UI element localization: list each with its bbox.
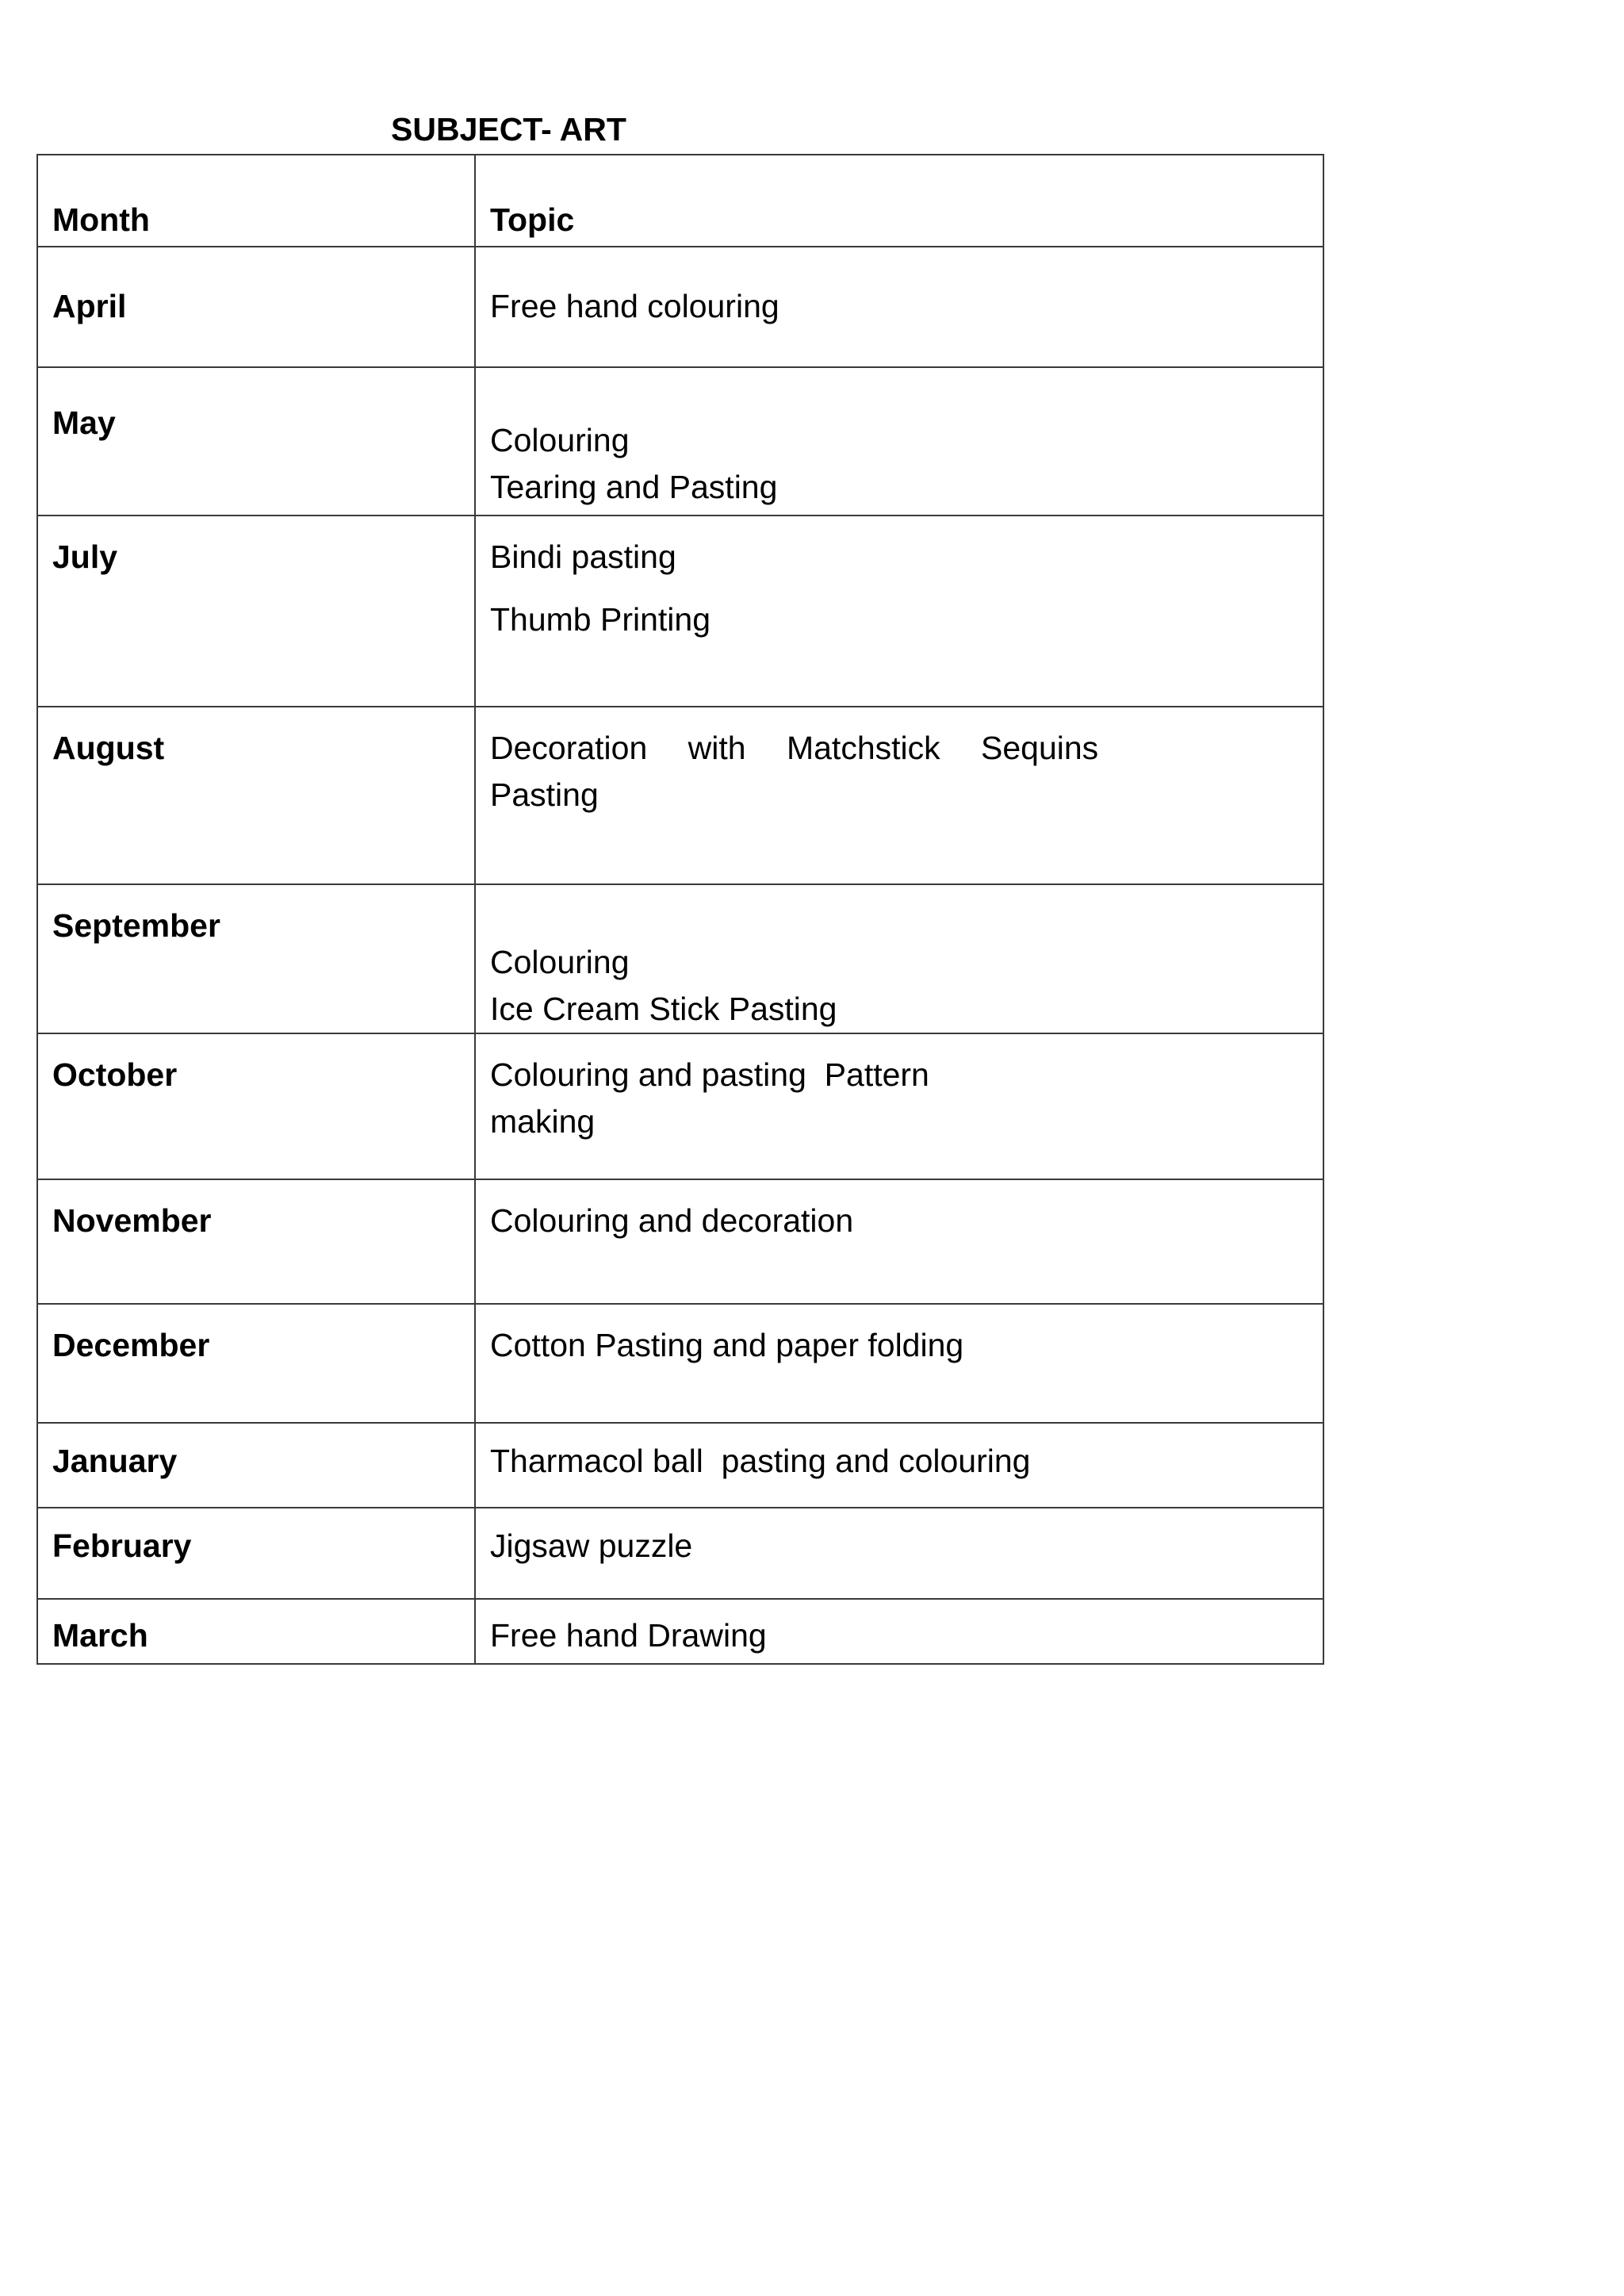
month-cell: July — [37, 516, 475, 707]
topic-cell — [475, 516, 1323, 707]
topic-line: Free hand colouring — [490, 288, 779, 324]
topic-cell — [475, 884, 1323, 1033]
topic-line: Thumb Printing — [490, 601, 711, 638]
table-row — [37, 367, 1323, 516]
topic-line: Cotton Pasting and paper folding — [490, 1327, 964, 1363]
topic-line: Bindi pasting — [490, 539, 676, 575]
topic-line: Tearing and Pasting — [490, 469, 778, 505]
topic-cell — [475, 1508, 1323, 1599]
month-column-header: Month — [37, 155, 475, 247]
topic-line: Ice Cream Stick Pasting — [490, 991, 837, 1027]
table-row — [37, 884, 1323, 1033]
topic-cell — [475, 1033, 1323, 1179]
topic-line: Free hand Drawing — [490, 1617, 767, 1654]
topic-line: making — [490, 1103, 596, 1140]
topic-cell — [475, 247, 1323, 367]
table-row — [37, 1423, 1323, 1508]
table-header-row — [37, 155, 1323, 247]
topic-cell — [475, 707, 1323, 884]
month-cell: March — [37, 1599, 475, 1664]
topic-line: Tharmacol ball pasting and colouring — [490, 1443, 1031, 1479]
month-cell: January — [37, 1423, 475, 1508]
topic-column-header: Topic — [475, 155, 1323, 247]
table-row — [37, 1033, 1323, 1179]
table-row — [37, 1599, 1323, 1664]
table-row — [37, 1179, 1323, 1304]
month-cell: February — [37, 1508, 475, 1599]
topic-cell — [475, 1304, 1323, 1423]
month-cell: April — [37, 247, 475, 367]
table-row — [37, 1304, 1323, 1423]
month-cell: August — [37, 707, 475, 884]
table-row — [37, 1508, 1323, 1599]
topic-cell — [475, 1179, 1323, 1304]
table-row — [37, 516, 1323, 707]
topic-line: Jigsaw puzzle — [490, 1527, 693, 1564]
month-cell: October — [37, 1033, 475, 1179]
month-cell: November — [37, 1179, 475, 1304]
topic-cell — [475, 1599, 1323, 1664]
topic-line: Decoration with Matchstick Sequins — [490, 730, 1099, 766]
art-syllabus-table — [36, 154, 1324, 1665]
month-cell: September — [37, 884, 475, 1033]
topic-cell — [475, 367, 1323, 516]
topic-line: Colouring — [490, 422, 630, 458]
month-cell: May — [37, 367, 475, 516]
topic-line: Colouring — [490, 944, 630, 980]
table-row — [37, 247, 1323, 367]
table-row — [37, 707, 1323, 884]
page-title: SUBJECT- ART — [391, 111, 626, 148]
topic-line: Colouring and decoration — [490, 1202, 854, 1239]
topic-line: Colouring and pasting Pattern — [490, 1056, 929, 1093]
topic-line: Pasting — [490, 776, 599, 813]
topic-cell — [475, 1423, 1323, 1508]
month-cell: December — [37, 1304, 475, 1423]
